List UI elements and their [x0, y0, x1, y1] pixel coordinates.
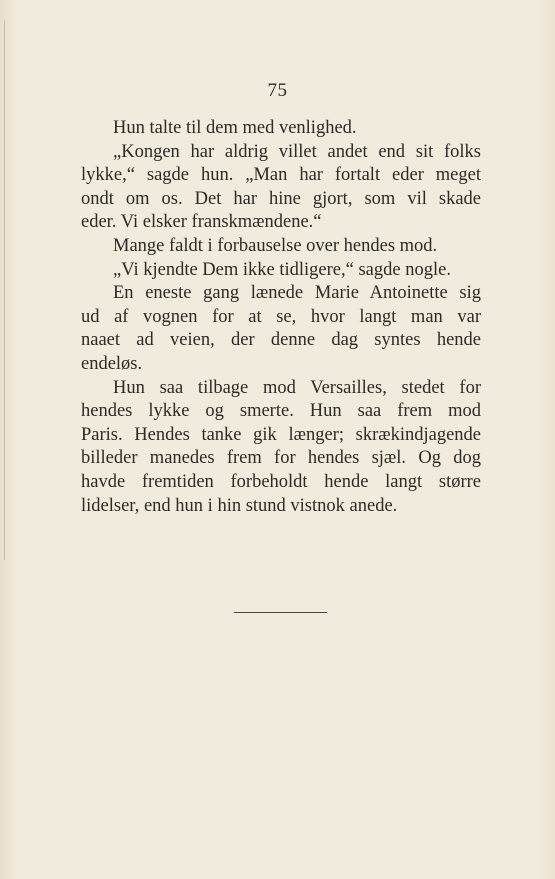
text-line: Hun talte til dem med venlighed. — [113, 118, 357, 138]
text-line: eder. Vi elsker franskmændene.“ — [81, 212, 322, 233]
text-line: ondt om os. Det har hine gjort, som vil skade — [81, 188, 481, 209]
text-line: „Vi kjendte Dem ikke tidligere,“ sagde nogle. — [113, 259, 451, 280]
text-line: havde fremtiden forbeholdt hende langt større — [81, 471, 481, 492]
text-line: Hun saa tilbage mod Versailles, stedet for — [113, 377, 481, 398]
text-line: lidelser, end hun i hin stund vistnok anede. — [81, 495, 398, 516]
body-text — [81, 117, 481, 518]
text-line: lykke,“ sagde hun. „Man har fortalt eder meget — [81, 165, 481, 186]
text-line: hendes lykke og smerte. Hun saa frem mod — [81, 401, 481, 422]
text-line: Mange faldt i forbauselse over hendes mod. — [113, 235, 438, 256]
text-line: ud af vognen for at se, hvor langt man var — [81, 306, 481, 327]
text-line: En eneste gang lænede Marie Antoinette sig — [113, 283, 481, 304]
page-number: 75 — [267, 80, 288, 101]
text-line: billeder manedes frem for hendes sjæl. Og dog — [81, 448, 481, 469]
text-line: naaet ad veien, der denne dag syntes hende — [81, 330, 481, 351]
text-line: „Kongen har aldrig villet andet end sit folks — [113, 141, 481, 162]
text-line: endeløs. — [81, 353, 143, 374]
end-rule — [234, 612, 327, 613]
text-line: Paris. Hendes tanke gik længer; skrækindjagende — [81, 424, 481, 445]
